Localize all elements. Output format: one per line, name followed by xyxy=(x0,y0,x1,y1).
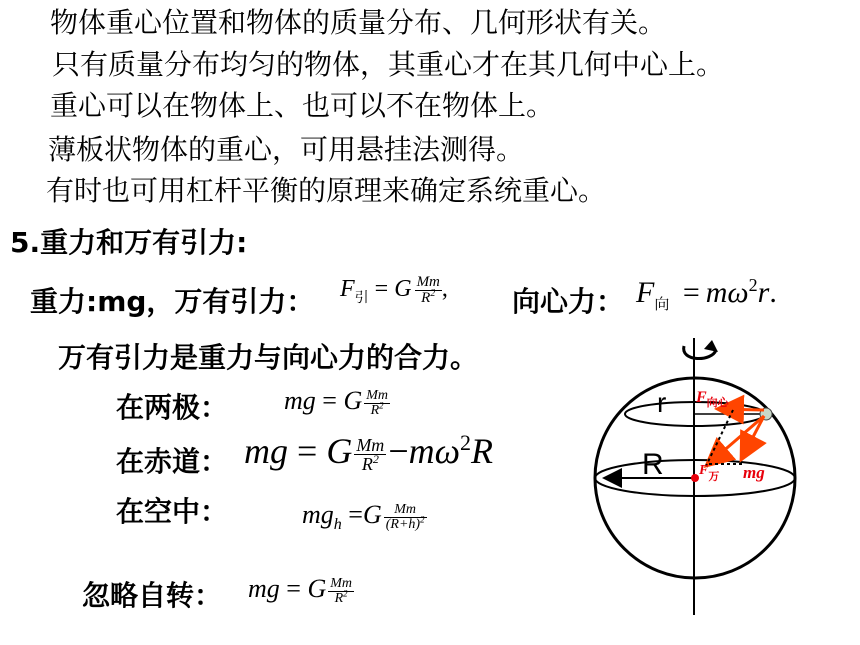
case-equator: 在赤道： xyxy=(116,445,229,478)
case-space: 在空中： xyxy=(116,495,229,528)
label-mg: mg xyxy=(743,463,765,482)
centripetal-label: 向心力： xyxy=(512,285,625,318)
text-line-2: 只有质量分布均匀的物体，其重心才在其几何中心上。 xyxy=(52,48,725,81)
label-f-center: $F_{向心}$ xyxy=(696,389,729,409)
text-line-1: 物体重心位置和物体的质量分布、几何形状有关。 xyxy=(50,6,667,39)
f-sub-xiang: 向 xyxy=(654,297,670,313)
formula-space: $mg_h =G$ $\frac{Mm}{(R+h)^2}$ xyxy=(302,500,425,534)
label-r: r xyxy=(657,387,667,418)
formula-universal-gravitation: $F_引 = G$ $\frac{Mm}{R^2}$ , xyxy=(340,274,448,306)
case-ignore-rotation: 忽略自转： xyxy=(82,579,223,612)
formula-poles: mg = G $\frac{Mm}{R^2}$ xyxy=(284,386,389,418)
text-line-5: 有时也可用杠杆平衡的原理来确定系统重心。 xyxy=(46,174,607,207)
formula-ignore-rotation: mg = G $\frac{Mm}{R^2}$ xyxy=(248,574,353,606)
section-heading: 5.重力和万有引力: xyxy=(10,226,248,259)
label-R: R xyxy=(642,448,664,481)
formula-centripetal: $F_向 = m\omega^2r$. xyxy=(636,275,777,313)
summary-line: 万有引力是重力与向心力的合力。 xyxy=(58,341,479,374)
text-line-4: 薄板状物体的重心，可用悬挂法测得。 xyxy=(48,133,525,166)
formula-equator: mg = G $\frac{Mm}{R^2}$ $-m\omega^2R$ xyxy=(244,430,494,475)
f-sub-yin: 引 xyxy=(354,290,369,306)
arrow-f-center xyxy=(717,409,764,410)
gravity-lead: 重力:mg，万有引力： xyxy=(30,285,315,318)
case-poles: 在两极： xyxy=(116,391,229,424)
text-line-3: 重心可以在物体上、也可以不在物体上。 xyxy=(50,89,555,122)
dotted-construction-1 xyxy=(706,410,733,466)
earth-center-dot xyxy=(691,474,699,482)
label-f-universal: $F_万$ xyxy=(699,463,720,483)
